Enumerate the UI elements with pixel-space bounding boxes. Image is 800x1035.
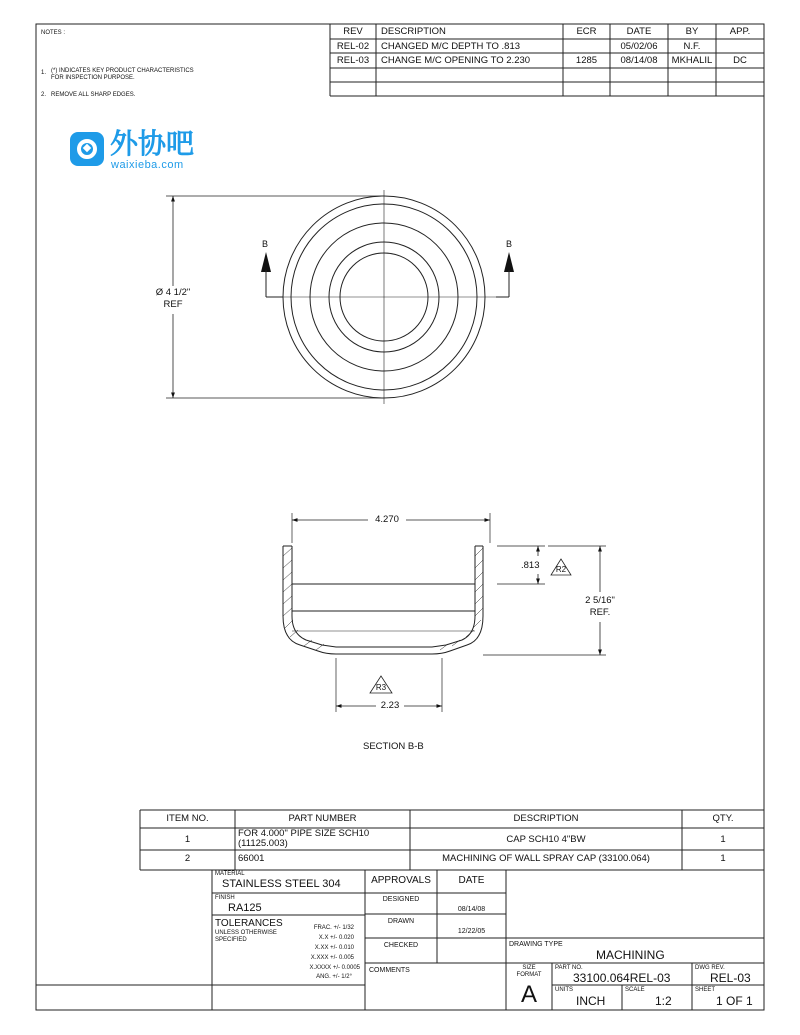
logo-mark-icon (70, 132, 104, 166)
section-marker-left: B (262, 239, 269, 249)
rev-row1-rev: REL-02 (336, 41, 370, 52)
material-value: STAINLESS STEEL 304 (222, 878, 341, 890)
rev-row1-by: N.F. (683, 41, 701, 52)
date-label: DATE (458, 875, 485, 886)
drawing-type-value: MACHINING (596, 948, 665, 962)
part-no-label: PART NO. (555, 965, 583, 971)
rev-header-date: DATE (626, 26, 652, 37)
drawing-type-label: DRAWING TYPE (509, 941, 563, 948)
note-1-line1: (*) INDICATES KEY PRODUCT CHARACTERISTICS (51, 68, 194, 74)
note-1-number: 1. (41, 70, 47, 76)
checked-label: CHECKED (383, 942, 419, 949)
sheet-label: SHEET (695, 987, 716, 993)
units-value: INCH (576, 994, 606, 1008)
opening-dimension: 2.23 (380, 700, 400, 711)
depth-roughness: R2 (555, 565, 567, 574)
dwg-rev-value: REL-03 (710, 971, 751, 985)
designed-label: DESIGNED (382, 896, 420, 903)
bom-row1-item: 1 (184, 834, 191, 845)
diameter-ref: REF (148, 300, 198, 310)
bom-row1-part-line2: (11125.003) (238, 838, 288, 849)
bom-row2-qty: 1 (720, 853, 726, 864)
tolerance-frac: FRAC. +/- 1/32 (313, 925, 354, 931)
depth-dimension: .813 (521, 560, 540, 571)
opening-roughness: R3 (375, 683, 387, 692)
finish-value: RA125 (228, 902, 262, 914)
dwg-rev-label: DWG REV. (695, 965, 725, 971)
drawn-label: DRAWN (387, 918, 415, 925)
section-label: SECTION B-B (363, 741, 424, 752)
section-marker-right: B (506, 239, 513, 249)
units-label: UNITS (555, 987, 573, 993)
tolerance-x-xxx: X.XXX +/- 0.005 (310, 955, 354, 961)
watermark-logo (70, 127, 220, 174)
watermark-chinese: 外协吧 (110, 127, 195, 160)
tolerance-x-xxxx: X.XXXX +/- 0.0005 (309, 965, 360, 971)
rev-row2-ecr: 1285 (575, 55, 598, 66)
rev-row2-app: DC (733, 55, 747, 66)
designed-date: 08/14/08 (457, 906, 486, 913)
bom-header-item: ITEM NO. (166, 813, 209, 824)
note-1-line2: FOR INSPECTION PURPOSE. (51, 75, 135, 81)
bom-header-part: PART NUMBER (288, 813, 357, 824)
notes-heading: NOTES : (41, 30, 66, 36)
bom-row1-description: CAP SCH10 4"BW (506, 834, 586, 845)
drawn-date: 12/22/05 (457, 928, 486, 935)
rev-row1-description: CHANGED M/C DEPTH TO .813 (381, 41, 521, 52)
bom-row2-description: MACHINING OF WALL SPRAY CAP (33100.064) (442, 853, 650, 864)
rev-row2-date: 08/14/08 (620, 55, 658, 66)
rev-header-ecr: ECR (576, 26, 597, 37)
rev-row1-date: 05/02/06 (620, 41, 658, 52)
approvals-label: APPROVALS (371, 875, 431, 886)
tolerances-sub1: UNLESS OTHERWISE (215, 930, 277, 936)
diameter-label: Ø 4 1/2" (148, 288, 198, 298)
format-label: FORMAT (516, 972, 542, 978)
watermark-url: waixieba.com (111, 159, 184, 171)
bom-row2-part: 66001 (238, 853, 265, 864)
title-block-grid (36, 870, 764, 1010)
bom-row1-qty: 1 (720, 834, 726, 845)
width-dimension: 4.270 (375, 514, 399, 525)
part-no-value: 33100.064REL-03 (573, 971, 671, 985)
rev-row2-rev: REL-03 (336, 55, 370, 66)
scale-label: SCALE (625, 987, 645, 993)
bom-header-qty: QTY. (712, 813, 734, 824)
scale-value: 1:2 (655, 994, 672, 1008)
tolerance-x-xx: X.XX +/- 0.010 (314, 945, 354, 951)
bom-row1-part-line1: FOR 4.000" PIPE SIZE SCH10 (238, 828, 370, 839)
height-dimension: 2 5/16" (578, 596, 622, 606)
sheet-value: 1 OF 1 (716, 994, 753, 1008)
material-label: MATERIAL (215, 871, 245, 877)
rev-header-by: BY (685, 26, 699, 37)
bom-header-description: DESCRIPTION (513, 813, 579, 824)
rev-header-rev: REV (343, 26, 363, 37)
rev-row2-description: CHANGE M/C OPENING TO 2.230 (381, 55, 531, 66)
tolerances-sub2: SPECIFIED (215, 937, 247, 943)
finish-label: FINISH (215, 895, 235, 901)
bom-row2-item: 2 (184, 853, 191, 864)
size-value: A (520, 981, 537, 1008)
tolerances-label: TOLERANCES (215, 918, 283, 929)
top-view (166, 190, 514, 404)
note-2-number: 2. (41, 92, 47, 98)
note-2-line1: REMOVE ALL SHARP EDGES. (51, 92, 136, 98)
rev-header-description: DESCRIPTION (381, 26, 446, 37)
height-ref: REF. (578, 608, 622, 618)
tolerance-angle: ANG. +/- 1/2° (316, 974, 352, 980)
rev-row2-by: MKHALIL (671, 55, 713, 66)
comments-label: COMMENTS (369, 967, 410, 974)
tolerance-x-x: X.X +/- 0.020 (318, 935, 354, 941)
size-label: SIZE (522, 965, 536, 971)
rev-header-app: APP. (729, 26, 751, 37)
section-view (283, 513, 606, 712)
